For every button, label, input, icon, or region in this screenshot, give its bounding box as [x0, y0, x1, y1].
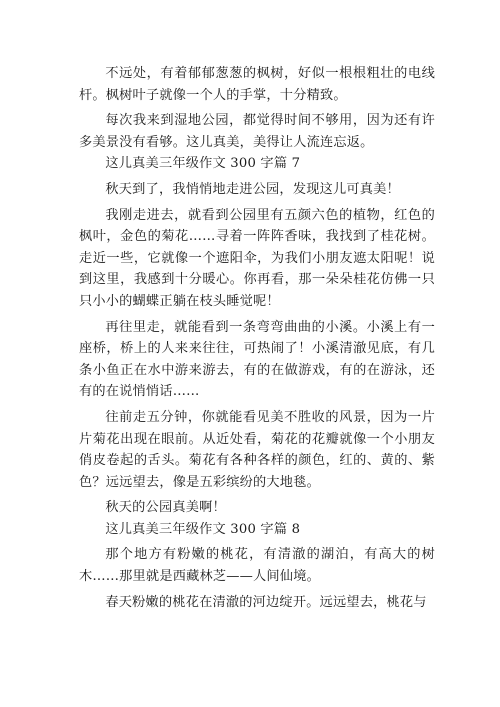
paragraph-chrysanthemum: 往前走五分钟，你就能看见美不胜收的风景，因为一片片菊花出现在眼前。从近处看，菊花的花瓣就像一个小朋友俏皮卷起的舌头。菊花有各种各样的颜色，红的、黄的、紫色？远远望去，像是五彩缤纷的大地毯。	[79, 409, 435, 490]
paragraph-osmanthus: 我刚走进去，就看到公园里有五颜六色的植物，红色的枫叶，金色的菊花……寻着一阵阵香味，我找到了桂花树。走近一些，它就像一个遮阳伞，为我们小朋友遮太阳呢！说到这里，我感到十分暖心。你再看，那一朵朵桂花仿佛一只只小小的蝴蝶正躺在枝头睡觉呢！	[79, 207, 435, 309]
paragraph-maple-trees: 不远处，有着郁郁葱葱的枫树，好似一根根粗壮的电线杆。枫树叶子就像一个人的手掌，十分精致。	[79, 66, 435, 103]
paragraph-wetland-park: 每次我来到湿地公园，都觉得时间不够用，因为还有许多美景没有看够。这儿真美，美得让人流连忘返。	[79, 113, 435, 150]
paragraph-autumn-park: 秋天的公园真美啊！	[105, 500, 226, 516]
essay-heading-8: 这儿真美三年级作文 300 字篇 8	[105, 521, 301, 537]
paragraph-autumn-intro: 秋天到了，我悄悄地走进公园，发现这儿可真美！	[105, 181, 400, 197]
paragraph-peach-blossom: 春天粉嫩的桃花在清澈的河边绽开。远远望去，桃花与	[105, 594, 427, 610]
essay-heading-7: 这儿真美三年级作文 300 字篇 7	[105, 156, 301, 172]
paragraph-stream: 再往里走，就能看到一条弯弯曲曲的小溪。小溪上有一座桥，桥上的人来来往往，可热闹了！小溪清澈见底，有几条小鱼正在水中游来游去，有的在做游戏，有的在游泳，还有的在说悄悄话……	[79, 319, 435, 400]
paragraph-linzhi: 那个地方有粉嫩的桃花，有清澈的湖泊，有高大的树木……那里就是西藏林芝——人间仙境。	[79, 547, 435, 585]
document-body	[79, 63, 435, 613]
